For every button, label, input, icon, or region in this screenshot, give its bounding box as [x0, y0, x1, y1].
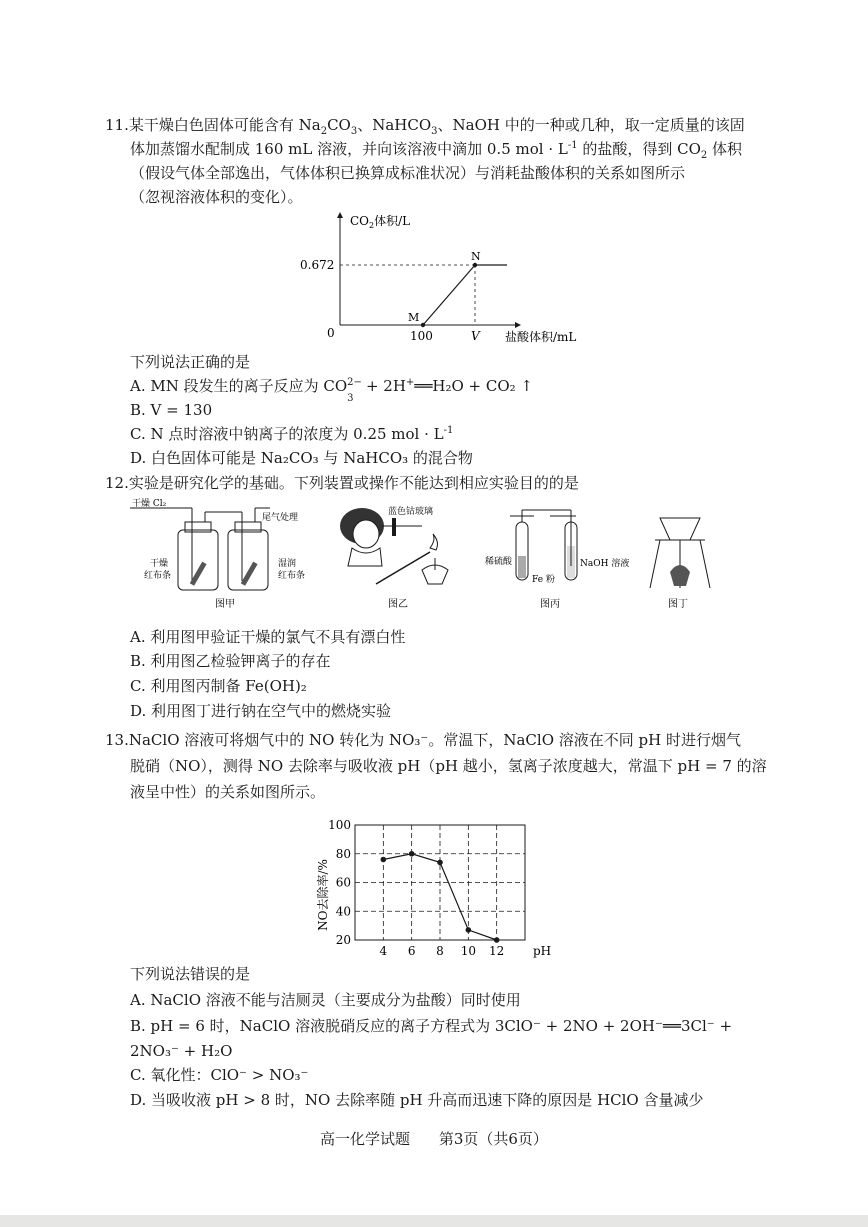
q13-data-point	[409, 851, 415, 857]
q12-option-c: C. 利用图丙制备 Fe(OH)₂	[130, 677, 307, 695]
scan-bottom-edge	[0, 1215, 868, 1227]
q11-option-d: D. 白色固体可能是 Na₂CO₃ 与 NaHCO₃ 的混合物	[130, 449, 473, 467]
fig-bing-apparatus	[510, 510, 577, 580]
fig-ding-apparatus	[650, 518, 710, 588]
q11-ytick: 0.672	[300, 258, 335, 272]
fig-jia-caption: 图甲	[215, 599, 235, 610]
q13-option-a: A. NaClO 溶液不能与洁厕灵（主要成分为盐酸）同时使用	[130, 991, 521, 1009]
q13-xtick-label: 10	[460, 944, 476, 958]
q13-ytick-label: 20	[335, 933, 351, 947]
q13-xtick-label: 12	[489, 944, 505, 958]
q13-option-b-line2: 2NO₃⁻ + H₂O	[130, 1042, 233, 1060]
q11-option-a: A. MN 段发生的离子反应为 CO 2− 3 + 2H+══H₂O + CO₂ ↑	[130, 377, 533, 404]
q11-xtick-100: 100	[410, 329, 433, 343]
q11-xlabel: 盐酸体积/mL	[505, 330, 577, 344]
fig-jia-right: 湿润	[278, 559, 297, 569]
fig-jia-inlet: 干燥 Cl₂	[132, 499, 167, 509]
q13-option-c: C. 氧化性：ClO⁻ > NO₃⁻	[130, 1066, 309, 1084]
q12-option-d: D. 利用图丁进行钠在空气中的燃烧实验	[130, 702, 392, 720]
q11-label-m: M	[408, 311, 420, 324]
q12-option-a: A. 利用图甲验证干燥的氯气不具有漂白性	[130, 628, 406, 646]
fig-yi-apparatus	[340, 508, 448, 584]
fig-bing-naoh: NaOH 溶液	[580, 559, 630, 569]
fig-bing-acid: 稀硫酸	[485, 557, 513, 567]
fig-jia-outlet: 尾气处理	[262, 513, 299, 523]
q11-option-c: C. N 点时溶液中钠离子的浓度为 0.25 mol · $L^{-1}$	[130, 425, 454, 443]
q13-line3: 液呈中性）的关系如图所示。	[130, 783, 326, 801]
q11-prompt: 下列说法正确的是	[130, 353, 251, 371]
q13-prompt: 下列说法错误的是	[130, 965, 251, 983]
q11-line2: 体加蒸馏水配制成 160 mL 溶液，并向该溶液中滴加 0.5 mol · $L^{-1}$ 的盐酸，得到 $CO_2$ 体积	[130, 140, 743, 161]
footer-subject: 高一化学试题	[320, 1130, 411, 1148]
q13-ytick-label: 40	[335, 904, 351, 919]
q12-option-b: B. 利用图乙检验钾离子的存在	[130, 652, 331, 670]
fig-jia-left: 干燥	[150, 559, 169, 569]
q11-label-n: N	[471, 250, 481, 263]
fig-ding-caption: 图丁	[668, 599, 688, 610]
q11-line1: 11.某干燥白色固体可能含有 $Na_2CO_3$、NaHCO$_3$、NaOH 中的一种或几种，取一定质量的该固	[105, 116, 745, 137]
q11-mn-line	[423, 265, 475, 325]
q11-line4: （忽视溶液体积的变化）。	[130, 188, 303, 206]
q13-chart	[315, 815, 565, 965]
fig-yi-glass: 蓝色钴玻璃	[388, 507, 434, 517]
q13-ytick-label: 60	[335, 875, 351, 890]
q13-ylabel: NO去除率/%	[316, 859, 330, 931]
fig-jia-right2: 红布条	[278, 571, 306, 581]
fig-bing-caption: 图丙	[540, 599, 560, 610]
q11-point-m	[421, 323, 425, 327]
q12-figures	[130, 496, 720, 616]
q13-line2: 脱硝（NO），测得 NO 去除率与吸收液 pH（pH 越小，氢离子浓度越大，常温下 pH = 7 的溶	[130, 757, 767, 775]
q13-ytick-label: 80	[335, 846, 351, 861]
q11-graph	[295, 205, 605, 350]
q11-xtick-v: V	[471, 329, 480, 343]
q13-data-point	[466, 927, 472, 933]
q13-ytick-label: 100	[328, 818, 351, 832]
q13-option-d: D. 当吸收液 pH > 8 时，NO 去除率随 pH 升高而迅速下降的原因是 HClO 含量减少	[130, 1091, 704, 1109]
q13-xtick-label: 8	[436, 944, 444, 958]
q11-ylabel: $CO_2$体积/L	[350, 214, 411, 230]
q11-point-n	[473, 263, 477, 267]
q13-data-point	[437, 860, 443, 866]
q12-stem: 12.实验是研究化学的基础。下列装置或操作不能达到相应实验目的的是	[105, 474, 579, 492]
q11-line3: （假设气体全部逸出，气体体积已换算成标准状况）与消耗盐酸体积的关系如图所示	[130, 164, 686, 182]
q13-line1: 13.NaClO 溶液可将烟气中的 NO 转化为 NO₃⁻。常温下，NaClO 溶液在不同 pH 时进行烟气	[105, 731, 741, 749]
q11-origin: 0	[327, 326, 335, 340]
q11-option-b: B. V = 130	[130, 401, 213, 419]
fig-yi-caption: 图乙	[388, 599, 408, 610]
page-footer	[0, 1128, 868, 1149]
q13-data-point	[381, 857, 387, 863]
fig-jia-left2: 红布条	[144, 571, 172, 581]
q13-xlabel: pH	[533, 944, 552, 958]
fig-bing-fe: Fe 粉	[532, 575, 555, 585]
q13-option-b-line1: B. pH = 6 时，NaClO 溶液脱硝反应的离子方程式为 3ClO⁻ + 2NO + 2OH⁻══3Cl⁻ +	[130, 1017, 733, 1035]
q13-data-point	[494, 937, 500, 943]
q13-xtick-label: 4	[379, 944, 388, 958]
footer-page: 第3页（共6页）	[438, 1130, 548, 1148]
q13-xtick-label: 6	[407, 944, 416, 958]
q13-grid	[355, 825, 525, 940]
